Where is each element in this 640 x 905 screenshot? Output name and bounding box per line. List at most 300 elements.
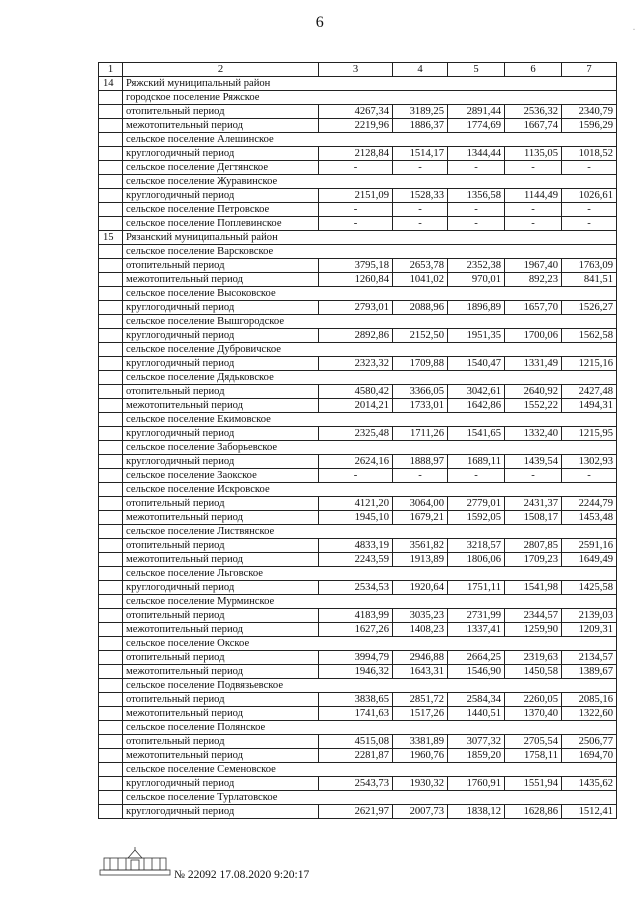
settlement-name: сельское поселение Дубровичское	[123, 343, 617, 357]
value-cell: 2543,73	[319, 777, 393, 791]
value-cell: 1259,90	[505, 623, 562, 637]
value-cell: 2344,57	[505, 609, 562, 623]
settlement-name: сельское поселение Листвянское	[123, 525, 617, 539]
empty-cell	[99, 133, 123, 147]
value-cell: 2319,63	[505, 651, 562, 665]
column-header: 1	[99, 63, 123, 77]
column-header: 5	[448, 63, 505, 77]
value-cell: -	[562, 161, 617, 175]
value-cell: 1331,49	[505, 357, 562, 371]
value-cell: 3381,89	[393, 735, 448, 749]
value-cell: 2128,84	[319, 147, 393, 161]
margin-marks: ·	[629, 28, 638, 31]
value-cell: -	[319, 469, 393, 483]
value-cell: 1514,17	[393, 147, 448, 161]
value-cell: 2427,48	[562, 385, 617, 399]
value-cell: 1694,70	[562, 749, 617, 763]
value-cell: -	[505, 203, 562, 217]
settlement-name: сельское поселение Алешинское	[123, 133, 617, 147]
value-cell: 1930,32	[393, 777, 448, 791]
value-cell: 1627,26	[319, 623, 393, 637]
empty-cell	[99, 525, 123, 539]
value-cell: 1026,61	[562, 189, 617, 203]
value-cell: 2591,16	[562, 539, 617, 553]
value-cell: 892,23	[505, 273, 562, 287]
table-row	[99, 105, 617, 119]
value-cell: 1546,90	[448, 665, 505, 679]
value-cell: 1758,11	[505, 749, 562, 763]
table-row	[99, 231, 617, 245]
empty-cell	[99, 539, 123, 553]
empty-cell	[99, 329, 123, 343]
table-row	[99, 609, 617, 623]
value-cell: 1886,37	[393, 119, 448, 133]
period-label: межотопительный период	[123, 665, 319, 679]
value-cell: 1494,31	[562, 399, 617, 413]
value-cell: 3035,23	[393, 609, 448, 623]
value-cell: 1679,21	[393, 511, 448, 525]
table-row	[99, 651, 617, 665]
value-cell: 3366,05	[393, 385, 448, 399]
value-cell: 1751,11	[448, 581, 505, 595]
period-label: круглогодичный период	[123, 357, 319, 371]
document-registration-number: № 22092 17.08.2020 9:20:17	[174, 869, 310, 881]
period-label: сельское поселение Дегтянское	[123, 161, 319, 175]
value-cell: 1741,63	[319, 707, 393, 721]
period-label: сельское поселение Поплевинское	[123, 217, 319, 231]
value-cell: 2281,87	[319, 749, 393, 763]
value-cell: 1135,05	[505, 147, 562, 161]
table-row	[99, 77, 617, 91]
value-cell: 2007,73	[393, 805, 448, 819]
value-cell: 1562,58	[562, 329, 617, 343]
value-cell: 1551,94	[505, 777, 562, 791]
table-row	[99, 147, 617, 161]
empty-cell	[99, 455, 123, 469]
empty-cell	[99, 301, 123, 315]
empty-cell	[99, 763, 123, 777]
value-cell: 1370,40	[505, 707, 562, 721]
value-cell: 1596,29	[562, 119, 617, 133]
empty-cell	[99, 413, 123, 427]
value-cell: 2851,72	[393, 693, 448, 707]
value-cell: 2793,01	[319, 301, 393, 315]
table-row	[99, 189, 617, 203]
value-cell: -	[505, 161, 562, 175]
table-row	[99, 133, 617, 147]
value-cell: 1332,40	[505, 427, 562, 441]
column-header: 4	[393, 63, 448, 77]
value-cell: 1541,65	[448, 427, 505, 441]
empty-cell	[99, 497, 123, 511]
empty-cell	[99, 483, 123, 497]
empty-cell	[99, 259, 123, 273]
tariff-table	[98, 62, 617, 819]
value-cell: -	[562, 469, 617, 483]
period-label: отопительный период	[123, 385, 319, 399]
value-cell: 3838,65	[319, 693, 393, 707]
empty-cell	[99, 623, 123, 637]
empty-cell	[99, 609, 123, 623]
table-row	[99, 385, 617, 399]
table-row	[99, 203, 617, 217]
value-cell: -	[562, 217, 617, 231]
empty-cell	[99, 371, 123, 385]
value-cell: 1667,74	[505, 119, 562, 133]
settlement-name: городское поселение Ряжское	[123, 91, 617, 105]
value-cell: 1649,49	[562, 553, 617, 567]
value-cell: 1389,67	[562, 665, 617, 679]
value-cell: 1960,76	[393, 749, 448, 763]
empty-cell	[99, 315, 123, 329]
value-cell: 1642,86	[448, 399, 505, 413]
value-cell: 1526,27	[562, 301, 617, 315]
value-cell: 2352,38	[448, 259, 505, 273]
empty-cell	[99, 441, 123, 455]
table-row	[99, 469, 617, 483]
period-label: сельское поселение Петровское	[123, 203, 319, 217]
value-cell: 1760,91	[448, 777, 505, 791]
settlement-name: сельское поселение Подвязьевское	[123, 679, 617, 693]
value-cell: 4515,08	[319, 735, 393, 749]
region-number: 15	[99, 231, 123, 245]
table-row	[99, 315, 617, 329]
empty-cell	[99, 245, 123, 259]
value-cell: 1643,31	[393, 665, 448, 679]
table-row	[99, 371, 617, 385]
value-cell: 2243,59	[319, 553, 393, 567]
table-row	[99, 791, 617, 805]
settlement-name: сельское поселение Окское	[123, 637, 617, 651]
value-cell: 1450,58	[505, 665, 562, 679]
settlement-name: сельское поселение Дядьковское	[123, 371, 617, 385]
empty-cell	[99, 791, 123, 805]
value-cell: 2946,88	[393, 651, 448, 665]
value-cell: 1945,10	[319, 511, 393, 525]
period-label: отопительный период	[123, 651, 319, 665]
period-label: круглогодичный период	[123, 777, 319, 791]
empty-cell	[99, 651, 123, 665]
value-cell: 1440,51	[448, 707, 505, 721]
column-header: 7	[562, 63, 617, 77]
empty-cell	[99, 399, 123, 413]
table-row	[99, 483, 617, 497]
settlement-name: сельское поселение Семеновское	[123, 763, 617, 777]
table-row	[99, 217, 617, 231]
table-row	[99, 329, 617, 343]
column-header: 2	[123, 63, 319, 77]
settlement-name: сельское поселение Полянское	[123, 721, 617, 735]
table-row	[99, 287, 617, 301]
value-cell: 1774,69	[448, 119, 505, 133]
value-cell: 2325,48	[319, 427, 393, 441]
value-cell: 1763,09	[562, 259, 617, 273]
value-cell: 4833,19	[319, 539, 393, 553]
value-cell: -	[393, 203, 448, 217]
value-cell: 1322,60	[562, 707, 617, 721]
value-cell: 2014,21	[319, 399, 393, 413]
value-cell: 2664,25	[448, 651, 505, 665]
value-cell: 841,51	[562, 273, 617, 287]
table-row	[99, 525, 617, 539]
value-cell: -	[319, 203, 393, 217]
value-cell: 1709,23	[505, 553, 562, 567]
empty-cell	[99, 175, 123, 189]
empty-cell	[99, 385, 123, 399]
empty-cell	[99, 511, 123, 525]
empty-cell	[99, 665, 123, 679]
table-row	[99, 637, 617, 651]
value-cell: 4267,34	[319, 105, 393, 119]
empty-cell	[99, 105, 123, 119]
value-cell: 2431,37	[505, 497, 562, 511]
value-cell: 2151,09	[319, 189, 393, 203]
value-cell: 2134,57	[562, 651, 617, 665]
table-row	[99, 343, 617, 357]
table-row	[99, 511, 617, 525]
value-cell: 3795,18	[319, 259, 393, 273]
period-label: круглогодичный период	[123, 581, 319, 595]
table-row	[99, 763, 617, 777]
value-cell: 1528,33	[393, 189, 448, 203]
value-cell: 1700,06	[505, 329, 562, 343]
value-cell: 1215,95	[562, 427, 617, 441]
value-cell: 3042,61	[448, 385, 505, 399]
table-row	[99, 665, 617, 679]
table-row	[99, 567, 617, 581]
value-cell: 1453,48	[562, 511, 617, 525]
value-cell: 1859,20	[448, 749, 505, 763]
table-row	[99, 91, 617, 105]
value-cell: 4183,99	[319, 609, 393, 623]
table-row	[99, 707, 617, 721]
value-cell: 1592,05	[448, 511, 505, 525]
value-cell: 2219,96	[319, 119, 393, 133]
table-row	[99, 539, 617, 553]
empty-cell	[99, 343, 123, 357]
value-cell: 1657,70	[505, 301, 562, 315]
empty-cell	[99, 707, 123, 721]
value-cell: 2534,53	[319, 581, 393, 595]
value-cell: 3189,25	[393, 105, 448, 119]
settlement-name: сельское поселение Турлатовское	[123, 791, 617, 805]
value-cell: 1439,54	[505, 455, 562, 469]
period-label: отопительный период	[123, 539, 319, 553]
column-header: 3	[319, 63, 393, 77]
table-row	[99, 777, 617, 791]
period-label: межотопительный период	[123, 511, 319, 525]
value-cell: 2653,78	[393, 259, 448, 273]
table-row	[99, 581, 617, 595]
empty-cell	[99, 735, 123, 749]
value-cell: 1540,47	[448, 357, 505, 371]
table-row	[99, 735, 617, 749]
empty-cell	[99, 273, 123, 287]
value-cell: 2260,05	[505, 693, 562, 707]
table-row	[99, 161, 617, 175]
table-row	[99, 497, 617, 511]
empty-cell	[99, 679, 123, 693]
value-cell: 2731,99	[448, 609, 505, 623]
value-cell: 1552,22	[505, 399, 562, 413]
value-cell: 3218,57	[448, 539, 505, 553]
table-header-row	[99, 63, 617, 77]
value-cell: 1337,41	[448, 623, 505, 637]
table-row	[99, 805, 617, 819]
value-cell: 2892,86	[319, 329, 393, 343]
value-cell: 1144,49	[505, 189, 562, 203]
empty-cell	[99, 203, 123, 217]
value-cell: 1435,62	[562, 777, 617, 791]
period-label: круглогодичный период	[123, 455, 319, 469]
period-label: круглогодичный период	[123, 301, 319, 315]
empty-cell	[99, 147, 123, 161]
value-cell: 1344,44	[448, 147, 505, 161]
empty-cell	[99, 427, 123, 441]
period-label: отопительный период	[123, 259, 319, 273]
value-cell: 1041,02	[393, 273, 448, 287]
table-row	[99, 399, 617, 413]
value-cell: -	[505, 469, 562, 483]
table-row	[99, 455, 617, 469]
value-cell: 2640,92	[505, 385, 562, 399]
value-cell: -	[393, 161, 448, 175]
period-label: круглогодичный период	[123, 805, 319, 819]
value-cell: -	[393, 217, 448, 231]
value-cell: 1508,17	[505, 511, 562, 525]
table-row	[99, 427, 617, 441]
value-cell: 1517,26	[393, 707, 448, 721]
table-row	[99, 693, 617, 707]
value-cell: 1356,58	[448, 189, 505, 203]
empty-cell	[99, 189, 123, 203]
value-cell: 1888,97	[393, 455, 448, 469]
period-label: отопительный период	[123, 497, 319, 511]
empty-cell	[99, 161, 123, 175]
value-cell: 4580,42	[319, 385, 393, 399]
value-cell: -	[393, 469, 448, 483]
settlement-name: сельское поселение Вышгородское	[123, 315, 617, 329]
value-cell: 2139,03	[562, 609, 617, 623]
period-label: межотопительный период	[123, 749, 319, 763]
empty-cell	[99, 805, 123, 819]
table-row	[99, 623, 617, 637]
value-cell: 2807,85	[505, 539, 562, 553]
value-cell: 1018,52	[562, 147, 617, 161]
value-cell: -	[562, 203, 617, 217]
settlement-name: сельское поселение Льговское	[123, 567, 617, 581]
value-cell: 1512,41	[562, 805, 617, 819]
value-cell: 1689,11	[448, 455, 505, 469]
value-cell: 1302,93	[562, 455, 617, 469]
value-cell: 970,01	[448, 273, 505, 287]
period-label: сельское поселение Заокское	[123, 469, 319, 483]
empty-cell	[99, 469, 123, 483]
value-cell: 1951,35	[448, 329, 505, 343]
column-header: 6	[505, 63, 562, 77]
period-label: межотопительный период	[123, 553, 319, 567]
region-name: Ряжский муниципальный район	[123, 77, 617, 91]
value-cell: 2506,77	[562, 735, 617, 749]
value-cell: 2536,32	[505, 105, 562, 119]
value-cell: 2085,16	[562, 693, 617, 707]
empty-cell	[99, 357, 123, 371]
period-label: межотопительный период	[123, 623, 319, 637]
settlement-name: сельское поселение Заборьевское	[123, 441, 617, 455]
value-cell: -	[448, 161, 505, 175]
period-label: круглогодичный период	[123, 329, 319, 343]
table-row	[99, 119, 617, 133]
value-cell: 2323,32	[319, 357, 393, 371]
value-cell: 1260,84	[319, 273, 393, 287]
value-cell: -	[505, 217, 562, 231]
settlement-name: сельское поселение Высоковское	[123, 287, 617, 301]
value-cell: 2779,01	[448, 497, 505, 511]
empty-cell	[99, 721, 123, 735]
empty-cell	[99, 119, 123, 133]
value-cell: 2891,44	[448, 105, 505, 119]
period-label: межотопительный период	[123, 707, 319, 721]
table-row	[99, 259, 617, 273]
empty-cell	[99, 217, 123, 231]
settlement-name: сельское поселение Искровское	[123, 483, 617, 497]
empty-cell	[99, 749, 123, 763]
value-cell: 1913,89	[393, 553, 448, 567]
value-cell: 1967,40	[505, 259, 562, 273]
value-cell: 3064,00	[393, 497, 448, 511]
table-row	[99, 749, 617, 763]
table-row	[99, 441, 617, 455]
value-cell: 2624,16	[319, 455, 393, 469]
value-cell: 2340,79	[562, 105, 617, 119]
period-label: круглогодичный период	[123, 427, 319, 441]
period-label: отопительный период	[123, 693, 319, 707]
value-cell: 3077,32	[448, 735, 505, 749]
value-cell: -	[319, 161, 393, 175]
table-row	[99, 357, 617, 371]
value-cell: 1711,26	[393, 427, 448, 441]
table-row	[99, 175, 617, 189]
building-emblem-icon	[98, 846, 178, 878]
value-cell: 1806,06	[448, 553, 505, 567]
table-row	[99, 245, 617, 259]
empty-cell	[99, 693, 123, 707]
settlement-name: сельское поселение Мурминское	[123, 595, 617, 609]
value-cell: 2244,79	[562, 497, 617, 511]
period-label: круглогодичный период	[123, 189, 319, 203]
value-cell: 1628,86	[505, 805, 562, 819]
period-label: межотопительный период	[123, 273, 319, 287]
empty-cell	[99, 91, 123, 105]
value-cell: 2088,96	[393, 301, 448, 315]
value-cell: 1425,58	[562, 581, 617, 595]
value-cell: 1408,23	[393, 623, 448, 637]
region-number: 14	[99, 77, 123, 91]
empty-cell	[99, 777, 123, 791]
value-cell: 1896,89	[448, 301, 505, 315]
period-label: отопительный период	[123, 735, 319, 749]
value-cell: 3994,79	[319, 651, 393, 665]
table-row	[99, 273, 617, 287]
value-cell: 1838,12	[448, 805, 505, 819]
table-row	[99, 721, 617, 735]
empty-cell	[99, 637, 123, 651]
table-row	[99, 413, 617, 427]
value-cell: -	[448, 217, 505, 231]
period-label: межотопительный период	[123, 119, 319, 133]
table-row	[99, 301, 617, 315]
period-label: отопительный период	[123, 105, 319, 119]
